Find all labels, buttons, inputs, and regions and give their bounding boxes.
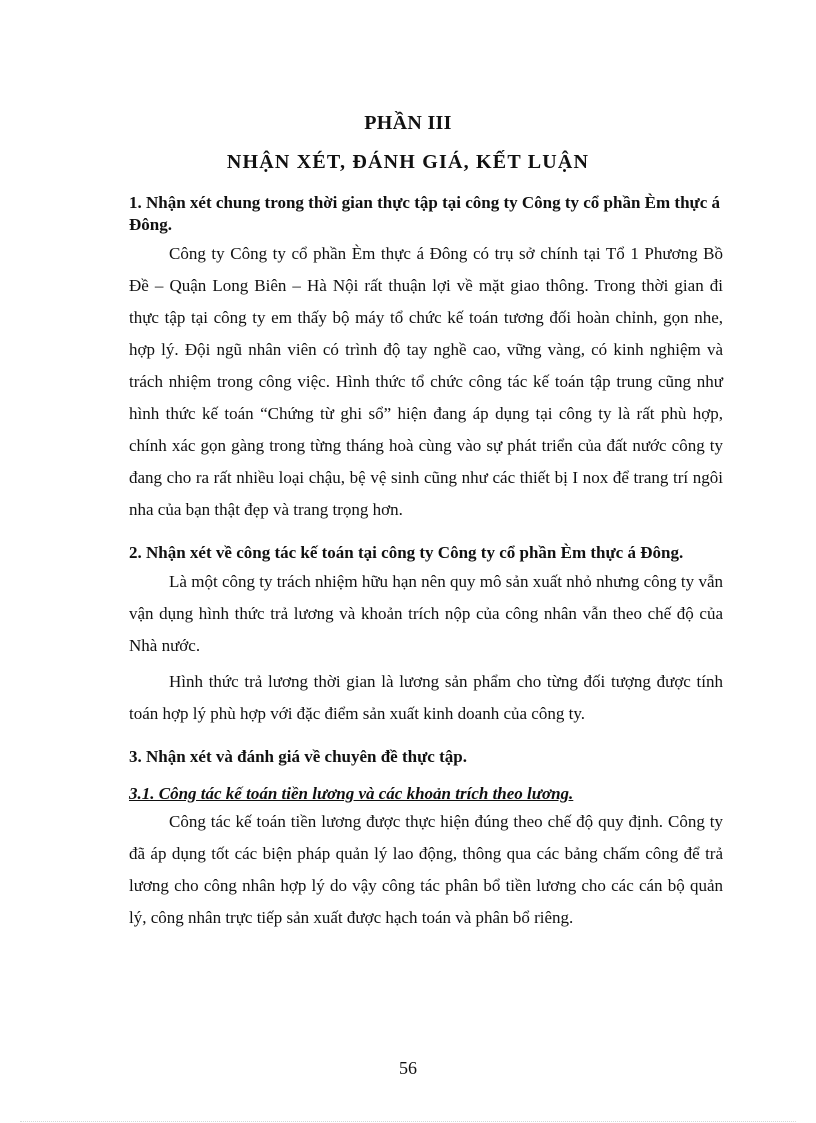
page-bottom-divider (20, 1121, 796, 1122)
main-title: NHẬN XÉT, ĐÁNH GIÁ, KẾT LUẬN (226, 151, 590, 173)
part-title: PHẦN III (364, 112, 452, 134)
section-3-heading: 3. Nhận xét và đánh giá về chuyên đề thực tập. (129, 747, 467, 766)
section-3-paragraph-1: Công tác kế toán tiền lương được thực hiện đúng theo chế độ quy định. Công ty đã áp dụng tốt các biện pháp quản lý lao động, thông qua các bảng chấm công để trả lương cho công nhân hợp lý do vậy công tác phân bổ tiền lương cho các cán bộ quản lý, công nhân trực tiếp sản xuất được hạch toán và phân bổ riêng. (129, 812, 723, 927)
section-1-paragraph-1: Công ty Công ty cổ phần Èm thực á Đông có trụ sở chính tại Tổ 1 Phương Bồ Đề – Quận Long Biên – Hà Nội rất thuận lợi về mặt giao thông. Trong thời gian đi thực tập tại công ty em thấy bộ máy tổ chức kế toán tương đối hoàn chỉnh, gọn nhe, hợp lý. Đội ngũ nhân viên có trình độ tay nghề cao, vững vàng, có kinh nghiệm và trách nhiệm trong công việc. Hình thức tổ chức công tác kế toán tập trung cũng như hình thức kế toán “Chứng từ ghi sổ” hiện đang áp dụng tại công ty là rất phù hợp, chính xác gọn gàng trong từng tháng hoà cùng vào sự phát triển của đất nước công ty đang cho ra rất nhiều loại chậu, bệ vệ sinh cũng như các thiết bị I nox để trang trí ngôi nha của bạn thật đẹp và trang trọng hơn. (129, 244, 723, 519)
section-2-paragraph-2: Hình thức trả lương thời gian là lương sản phẩm cho từng đối tượng được tính toán hợp lý phù hợp với đặc điểm sản xuất kinh doanh của công ty. (129, 672, 723, 723)
document-body (129, 192, 723, 934)
section-3-1-subheading: 3.1. Công tác kế toán tiền lương và các khoản trích theo lương. (129, 784, 574, 803)
section-1-heading: 1. Nhận xét chung trong thời gian thực tập tại công ty Công ty cổ phần Èm thực á Đông. (129, 193, 721, 234)
section-2-paragraph-1: Là một công ty trách nhiệm hữu hạn nên quy mô sản xuất nhỏ nhưng công ty vẫn vận dụng hình thức trả lương và khoản trích nộp của công nhân vẫn theo chế độ của Nhà nước. (129, 572, 723, 655)
section-2-heading: 2. Nhận xét về công tác kế toán tại công ty Công ty cổ phần Èm thực á Đông. (129, 543, 684, 562)
page-number: 56 (399, 1058, 417, 1078)
